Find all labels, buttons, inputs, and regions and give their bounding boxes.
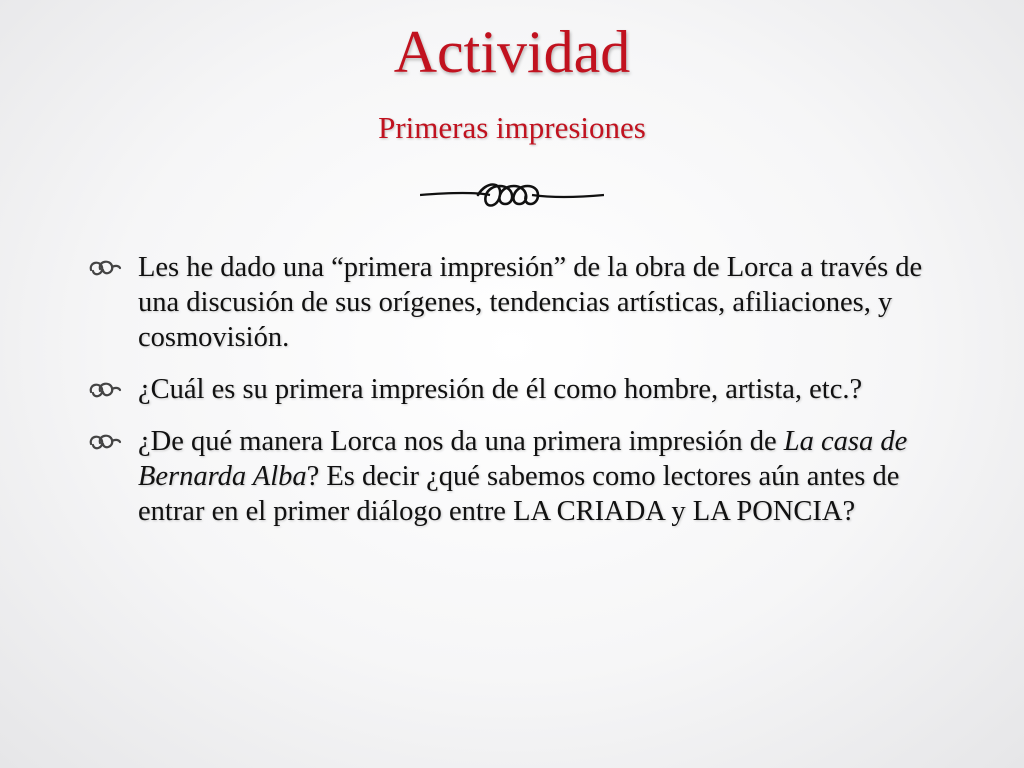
bullet-text-part: ¿De qué manera Lorca nos da una primera impresión de bbox=[138, 426, 784, 457]
slide-subtitle: Primeras impresiones bbox=[378, 110, 646, 145]
bullet-text bbox=[138, 424, 956, 529]
bullet-item-2 bbox=[86, 372, 956, 407]
bullet-list bbox=[86, 250, 956, 546]
ornamental-divider-icon bbox=[420, 178, 604, 212]
bullet-item-1 bbox=[86, 250, 956, 355]
bullet-text-part: ? Es decir ¿qué sabemos como lectores aún antes de entrar en el primer diálogo entre LA CRIADA y LA PONCIA? bbox=[138, 461, 900, 527]
slide-title: Actividad bbox=[393, 19, 631, 85]
work-title-italic: La casa de Bernarda Alba bbox=[138, 426, 908, 492]
bullet-item-3 bbox=[86, 424, 956, 529]
bullet-text: ¿Cuál es su primera impresión de él como hombre, artista, etc.? bbox=[138, 374, 863, 405]
decorative-curl-bullet-icon bbox=[86, 430, 122, 454]
bullet-text: Les he dado una “primera impresión” de la obra de Lorca a través de una discusión de sus orígenes, tendencias artísticas, afiliaciones, y cosmovisión. bbox=[138, 252, 923, 353]
decorative-curl-bullet-icon bbox=[86, 378, 122, 402]
decorative-curl-bullet-icon bbox=[86, 256, 122, 280]
